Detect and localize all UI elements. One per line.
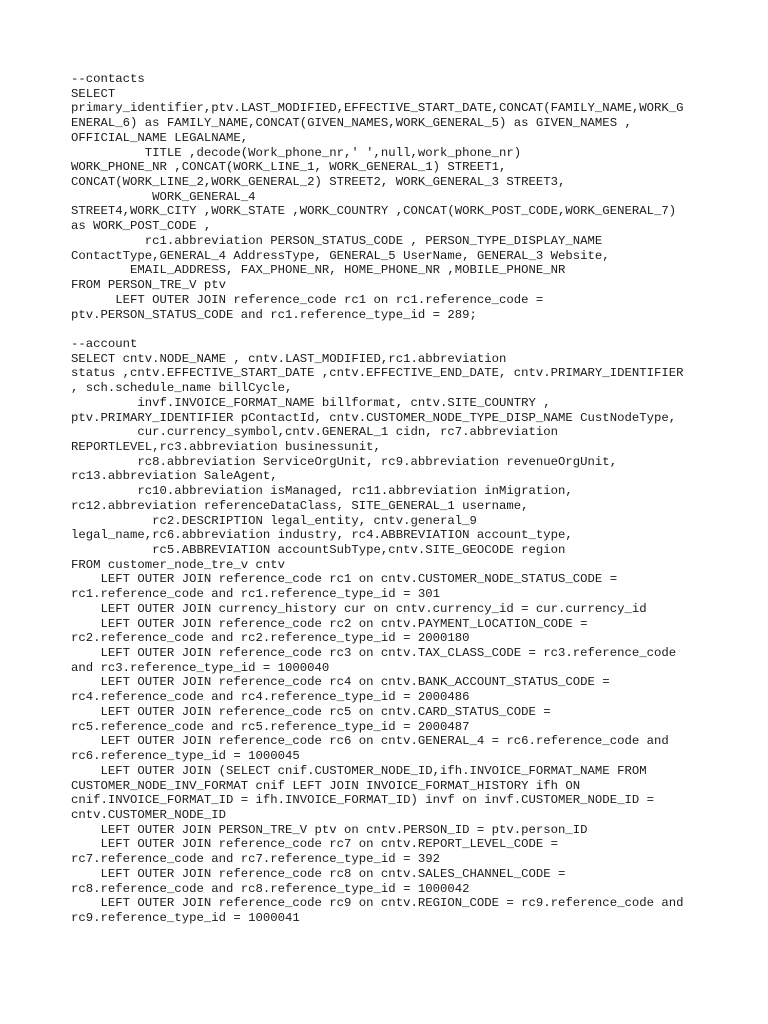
code-line: rc13.abbreviation SaleAgent, xyxy=(71,469,278,484)
code-line: rc5.ABBREVIATION accountSubType,cntv.SITE_GEOCODE region xyxy=(71,543,566,557)
code-line: LEFT OUTER JOIN currency_history cur on cntv.currency_id = cur.currency_id xyxy=(71,601,647,616)
code-line: STREET4,WORK_CITY ,WORK_STATE ,WORK_COUNTRY ,CONCAT(WORK_POST_CODE,WORK_GENERAL_7) xyxy=(71,204,677,219)
sql-code-block xyxy=(71,72,711,926)
code-line: rc2.reference_code and rc2.reference_type_id = 2000180 xyxy=(71,631,470,646)
code-line: SELECT cntv.NODE_NAME , cntv.LAST_MODIFIED,rc1.abbreviation xyxy=(71,351,507,366)
code-line: SELECT xyxy=(71,86,116,101)
code-line: rc6.reference_type_id = 1000045 xyxy=(71,749,300,764)
code-line: TITLE ,decode(Work_phone_nr,' ',null,work_phone_nr) xyxy=(71,145,522,160)
code-line: LEFT OUTER JOIN reference_code rc1 on cntv.CUSTOMER_NODE_STATUS_CODE = xyxy=(71,572,618,587)
code-line: rc1.reference_code and rc1.reference_type_id = 301 xyxy=(71,587,440,602)
code-line: WORK_PHONE_NR ,CONCAT(WORK_LINE_1, WORK_GENERAL_1) STREET1, xyxy=(71,160,507,175)
code-line: rc8.abbreviation ServiceOrgUnit, rc9.abbreviation revenueOrgUnit, xyxy=(71,454,618,469)
code-line: WORK_GENERAL_4 xyxy=(71,189,256,204)
code-line: LEFT OUTER JOIN reference_code rc5 on cntv.CARD_STATUS_CODE = xyxy=(71,704,551,719)
code-line: LEFT OUTER JOIN reference_code rc2 on cntv.PAYMENT_LOCATION_CODE = xyxy=(71,616,588,631)
code-line: , sch.schedule_name billCycle, xyxy=(71,381,293,396)
code-line: --contacts xyxy=(71,72,145,86)
code-line: cntv.CUSTOMER_NODE_ID xyxy=(71,807,226,822)
code-line: legal_name,rc6.abbreviation industry, rc4.ABBREVIATION account_type, xyxy=(71,528,573,543)
code-line: rc7.reference_code and rc7.reference_type_id = 392 xyxy=(71,852,440,867)
code-line: LEFT OUTER JOIN reference_code rc6 on cntv.GENERAL_4 = rc6.reference_code and xyxy=(71,734,669,749)
code-line xyxy=(71,322,711,337)
code-line: invf.INVOICE_FORMAT_NAME billformat, cntv.SITE_COUNTRY , xyxy=(71,395,551,410)
code-line: LEFT OUTER JOIN PERSON_TRE_V ptv on cntv.PERSON_ID = ptv.person_ID xyxy=(71,822,588,837)
code-line: LEFT OUTER JOIN reference_code rc7 on cntv.REPORT_LEVEL_CODE = xyxy=(71,837,559,852)
code-line: ContactType,GENERAL_4 AddressType, GENERAL_5 UserName, GENERAL_3 Website, xyxy=(71,248,610,263)
code-line: REPORTLEVEL,rc3.abbreviation businessunit, xyxy=(71,439,381,454)
code-line: LEFT OUTER JOIN reference_code rc4 on cntv.BANK_ACCOUNT_STATUS_CODE = xyxy=(71,675,610,690)
code-line: rc9.reference_type_id = 1000041 xyxy=(71,910,300,925)
code-line: ptv.PERSON_STATUS_CODE and rc1.reference_type_id = 289; xyxy=(71,307,477,322)
code-line: primary_identifier,ptv.LAST_MODIFIED,EFFECTIVE_START_DATE,CONCAT(FAMILY_NAME,WORK_G xyxy=(71,101,684,116)
code-line: LEFT OUTER JOIN reference_code rc9 on cntv.REGION_CODE = rc9.reference_code and xyxy=(71,896,684,911)
code-line: OFFICIAL_NAME LEGALNAME, xyxy=(71,130,249,145)
code-line: FROM customer_node_tre_v cntv xyxy=(71,557,286,572)
code-line: rc2.DESCRIPTION legal_entity, cntv.general_9 xyxy=(71,513,477,528)
code-line: rc5.reference_code and rc5.reference_type_id = 2000487 xyxy=(71,719,470,734)
code-line: LEFT OUTER JOIN (SELECT cnif.CUSTOMER_NODE_ID,ifh.INVOICE_FORMAT_NAME FROM xyxy=(71,763,647,778)
code-line: EMAIL_ADDRESS, FAX_PHONE_NR, HOME_PHONE_NR ,MOBILE_PHONE_NR xyxy=(71,263,566,278)
code-line: status ,cntv.EFFECTIVE_START_DATE ,cntv.EFFECTIVE_END_DATE, cntv.PRIMARY_IDENTIFIER xyxy=(71,366,684,381)
code-line: cnif.INVOICE_FORMAT_ID = ifh.INVOICE_FORMAT_ID) invf on invf.CUSTOMER_NODE_ID = xyxy=(71,793,654,808)
code-line: ENERAL_6) as FAMILY_NAME,CONCAT(GIVEN_NAMES,WORK_GENERAL_5) as GIVEN_NAMES , xyxy=(71,116,632,131)
code-line: as WORK_POST_CODE , xyxy=(71,219,212,234)
code-line: FROM PERSON_TRE_V ptv xyxy=(71,278,226,293)
code-line: LEFT OUTER JOIN reference_code rc1 on rc1.reference_code = xyxy=(71,292,544,307)
code-line: LEFT OUTER JOIN reference_code rc3 on cntv.TAX_CLASS_CODE = rc3.reference_code xyxy=(71,646,677,661)
code-line: LEFT OUTER JOIN reference_code rc8 on cntv.SALES_CHANNEL_CODE = xyxy=(71,866,566,881)
code-line: rc1.abbreviation PERSON_STATUS_CODE , PERSON_TYPE_DISPLAY_NAME xyxy=(71,233,603,248)
code-line: rc8.reference_code and rc8.reference_type_id = 1000042 xyxy=(71,881,470,896)
code-line: rc12.abbreviation referenceDataClass, SITE_GENERAL_1 username, xyxy=(71,498,529,513)
code-line: rc10.abbreviation isManaged, rc11.abbreviation inMigration, xyxy=(71,484,573,499)
code-line: ptv.PRIMARY_IDENTIFIER pContactId, cntv.CUSTOMER_NODE_TYPE_DISP_NAME CustNodeType, xyxy=(71,410,677,425)
code-line: CONCAT(WORK_LINE_2,WORK_GENERAL_2) STREET2, WORK_GENERAL_3 STREET3, xyxy=(71,175,566,190)
code-line: --account xyxy=(71,336,138,351)
code-line: and rc3.reference_type_id = 1000040 xyxy=(71,660,330,675)
code-line: CUSTOMER_NODE_INV_FORMAT cnif LEFT JOIN INVOICE_FORMAT_HISTORY ifh ON xyxy=(71,778,581,793)
code-line: rc4.reference_code and rc4.reference_type_id = 2000486 xyxy=(71,690,470,705)
code-line: cur.currency_symbol,cntv.GENERAL_1 cidn, rc7.abbreviation xyxy=(71,425,559,440)
